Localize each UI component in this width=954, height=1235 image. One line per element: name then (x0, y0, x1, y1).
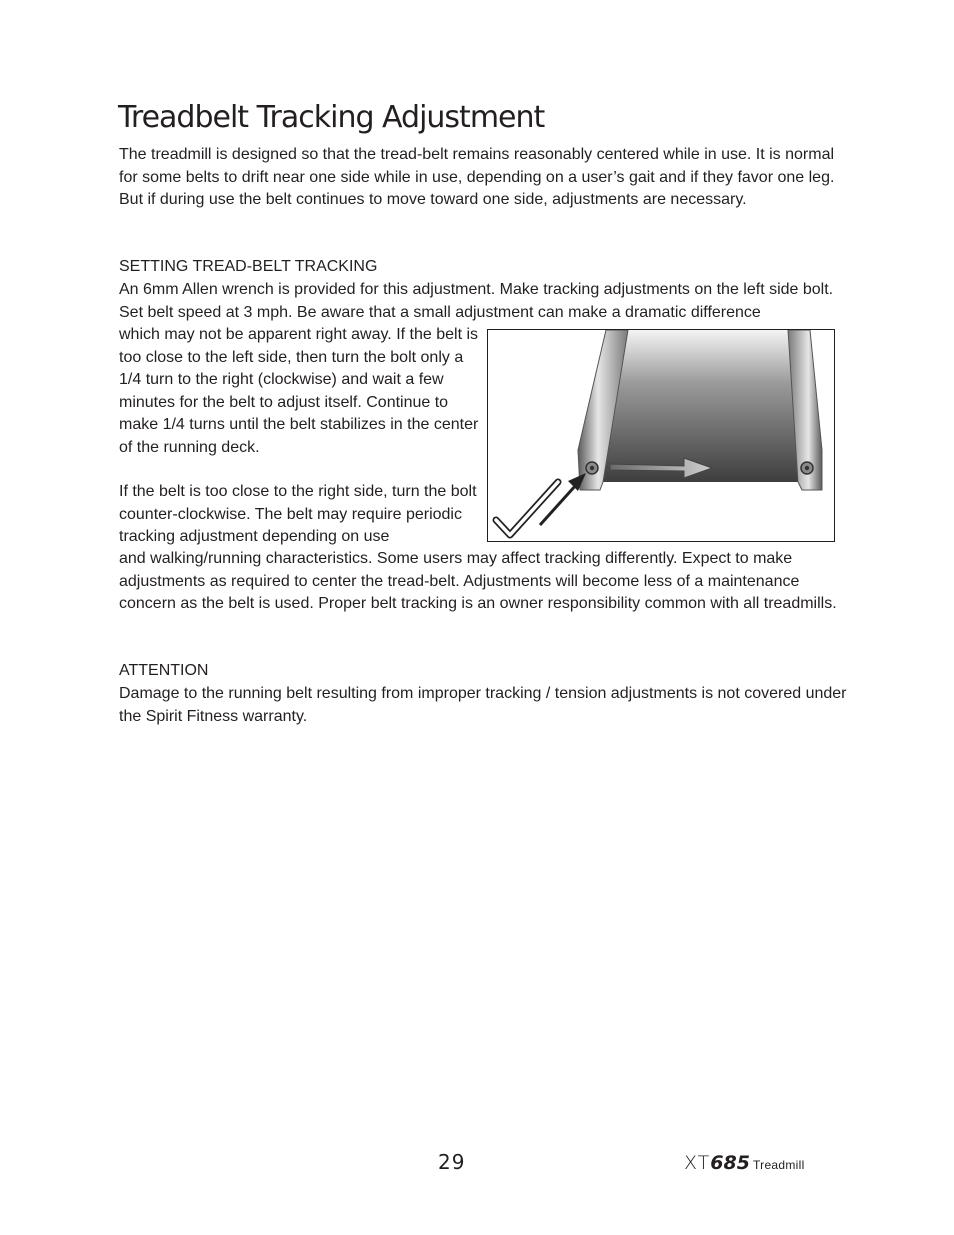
intro-paragraph: The treadmill is designed so that the tread-belt remains reasonably centered while in use. It is normal for some belts to drift near one side while in use, depending on a user’s gait and if they favor one leg. But if during use the belt continues to move toward one side, adjustments are necessary. (119, 146, 835, 208)
setting-paragraph-left-side: which may not be apparent right away. If the belt is too close to the left side, then turn the bolt only a 1/4 turn to the right (clockwise) and wait a few minutes for the belt to adjust itself. Continue to make 1/4 turns until the belt stabilizes in the center of the running deck. (119, 326, 479, 456)
attention-paragraph: Damage to the running belt resulting from improper tracking / tension adjustments is not covered under the Spirit Fitness warranty. (119, 685, 847, 725)
treadmill-deck-figure (488, 330, 834, 541)
page-title: Treadbelt Tracking Adjustment (118, 100, 545, 135)
belt-tracking-illustration (487, 329, 835, 542)
section-heading-attention: ATTENTION (119, 662, 209, 679)
setting-paragraph-start: An 6mm Allen wrench is provided for this adjustment. Make tracking adjustments on the left side bolt. Set belt speed at 3 mph. Be aware that a small adjustment can make a dramatic difference (119, 281, 834, 321)
model-name (684, 1152, 805, 1175)
setting-paragraph-end: and walking/running characteristics. Some users may affect tracking differently. Expect to make adjustments as required to center the tread-belt. Adjustments will become less of a maintenance concern as the belt is used. Proper belt tracking is an owner responsibility common with all treadmills. (119, 550, 837, 612)
running-belt (603, 330, 798, 482)
page-number: 29 (438, 1150, 466, 1174)
model-prefix: XT (684, 1152, 711, 1174)
model-number: 685 (710, 1152, 750, 1174)
setting-paragraph-right-side: If the belt is too close to the right side, turn the bolt counter-clockwise. The belt may require periodic tracking adjustment depending on use (119, 483, 477, 545)
model-suffix: Treadmill (752, 1158, 805, 1172)
section-heading-setting: SETTING TREAD-BELT TRACKING (119, 258, 378, 275)
